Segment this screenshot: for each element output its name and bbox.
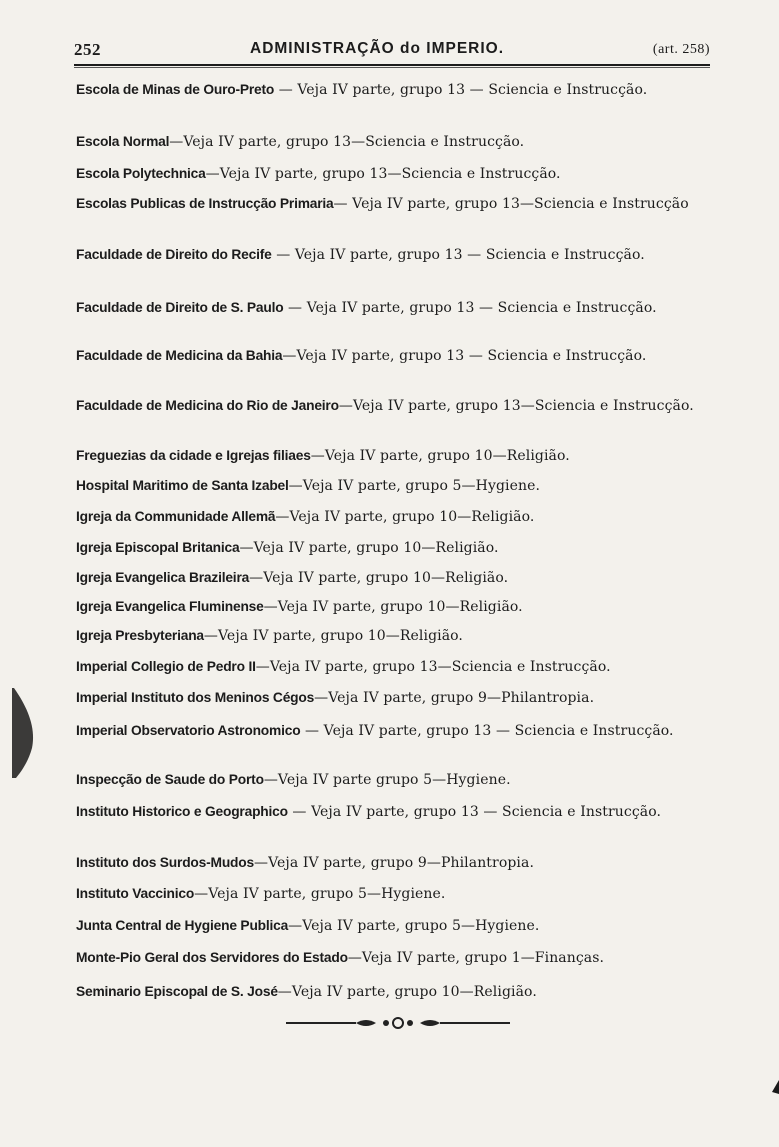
entry-heading: Igreja Episcopal Britanica (76, 540, 240, 555)
entry-reference: — Veja IV parte, grupo 13 — Sciencia e Instrucção. (287, 804, 662, 820)
page-title: ADMINISTRAÇÃO do IMPERIO. (250, 40, 505, 57)
binding-shadow (10, 688, 40, 778)
entry-heading: Monte-Pio Geral dos Servidores do Estado (76, 950, 348, 965)
entry-reference: —Veja IV parte, grupo 10—Religião. (275, 509, 535, 525)
entry-heading: Imperial Collegio de Pedro II (76, 659, 256, 674)
entry-reference: —Veja IV parte grupo 5—Hygiene. (263, 772, 511, 788)
entry-heading: Imperial Instituto dos Meninos Cégos (76, 690, 315, 705)
index-entry (76, 507, 752, 527)
entry-heading: Escola Polytechnica (76, 166, 206, 181)
entry-reference: —Veja IV parte, grupo 10—Religião. (263, 599, 523, 615)
index-entry (76, 446, 752, 466)
entry-reference: —Veja IV parte, grupo 5—Hygiene. (194, 886, 446, 902)
entry-heading: Faculdade de Direito de S. Paulo (76, 300, 284, 315)
entry-reference: —Veja IV parte, grupo 13—Sciencia e Instrucção. (255, 659, 611, 675)
index-entry (76, 721, 752, 741)
entry-heading: Instituto Historico e Geographico (76, 804, 288, 819)
index-entry (76, 948, 752, 968)
entry-reference: —Veja IV parte, grupo 10—Religião. (249, 570, 509, 586)
entry-reference: —Veja IV parte, grupo 9—Philantropia. (314, 690, 595, 706)
entry-reference: —Veja IV parte, grupo 5—Hygiene. (288, 478, 541, 494)
entry-reference: —Veja IV parte, grupo 5—Hygiene. (288, 918, 540, 934)
entry-heading: Igreja da Communidade Allemã (76, 509, 276, 524)
entry-heading: Faculdade de Direito do Recife (76, 247, 272, 262)
index-entry (76, 132, 752, 152)
entry-heading: Seminario Episcopal de S. José (76, 984, 278, 999)
entry-heading: Escolas Publicas de Instrucção Primaria (76, 196, 334, 211)
index-entry (76, 164, 752, 184)
index-entry (76, 688, 752, 708)
index-entry (76, 626, 752, 646)
index-entry (76, 657, 752, 677)
index-entry (76, 916, 752, 936)
index-entry (76, 245, 752, 265)
entry-heading: Faculdade de Medicina do Rio de Janeiro (76, 398, 339, 413)
entry-reference: —Veja IV parte, grupo 1—Finanças. (347, 950, 605, 966)
index-entry (76, 396, 752, 416)
entry-reference: —Veja IV parte, grupo 10—Religião. (310, 448, 570, 464)
entry-heading: Igreja Evangelica Brazileira (76, 570, 250, 585)
entry-reference: —Veja IV parte, grupo 9—Philantropia. (253, 855, 534, 871)
index-entry (76, 884, 752, 904)
entry-heading: Imperial Observatorio Astronomico (76, 723, 301, 738)
entry-reference: —Veja IV parte, grupo 10—Religião. (277, 984, 537, 1000)
entry-heading: Instituto dos Surdos-Mudos (76, 855, 254, 870)
entry-reference: —Veja IV parte, grupo 13—Sciencia e Instrucção. (169, 134, 525, 150)
page-number: 252 (74, 40, 101, 59)
index-entry (76, 982, 752, 1002)
header-rule (74, 64, 710, 66)
index-entry (76, 194, 752, 214)
end-ornament (286, 1016, 510, 1030)
entry-heading: Igreja Presbyteriana (76, 628, 204, 643)
index-entry (76, 597, 752, 617)
entry-heading: Freguezias da cidade e Igrejas filiaes (76, 448, 311, 463)
entry-reference: — Veja IV parte, grupo 13 — Sciencia e Instrucção. (300, 723, 674, 739)
entry-reference: —Veja IV parte, grupo 13 — Sciencia e Instrucção. (282, 348, 647, 364)
entry-heading: Junta Central de Hygiene Publica (76, 918, 289, 933)
running-header (74, 36, 710, 62)
entry-heading: Escola Normal (76, 134, 170, 149)
index-entry (76, 802, 752, 822)
entry-reference: —Veja IV parte, grupo 13—Sciencia e Instrucção. (205, 166, 561, 182)
article-reference: (art. 258) (652, 42, 710, 57)
index-entry (76, 770, 752, 790)
entry-heading: Inspecção de Saude do Porto (76, 772, 264, 787)
index-entry (76, 476, 752, 496)
index-entry (76, 80, 752, 100)
entry-reference: —Veja IV parte, grupo 10—Religião. (239, 540, 499, 556)
entry-reference: — Veja IV parte, grupo 13 — Sciencia e Instrucção. (271, 247, 645, 263)
index-entry (76, 346, 752, 366)
entry-reference: —Veja IV parte, grupo 10—Religião. (203, 628, 463, 644)
entry-heading: Escola de Minas de Ouro-Preto (76, 82, 275, 97)
entry-reference: —Veja IV parte, grupo 13—Sciencia e Instrucção. (338, 398, 694, 414)
index-entry (76, 538, 752, 558)
entry-heading: Instituto Vaccinico (76, 886, 195, 901)
edge-mark (766, 1080, 779, 1110)
entry-heading: Igreja Evangelica Fluminense (76, 599, 264, 614)
entry-heading: Faculdade de Medicina da Bahia (76, 348, 283, 363)
entry-reference: — Veja IV parte, grupo 13—Sciencia e Instrucção (333, 196, 689, 212)
index-entry (76, 298, 752, 318)
index-entry (76, 568, 752, 588)
index-entry (76, 853, 752, 873)
entry-heading: Hospital Maritimo de Santa Izabel (76, 478, 289, 493)
entry-reference: — Veja IV parte, grupo 13 — Sciencia e Instrucção. (274, 82, 648, 98)
entry-reference: — Veja IV parte, grupo 13 — Sciencia e Instrucção. (283, 300, 657, 316)
header-rule-thin (74, 67, 710, 68)
